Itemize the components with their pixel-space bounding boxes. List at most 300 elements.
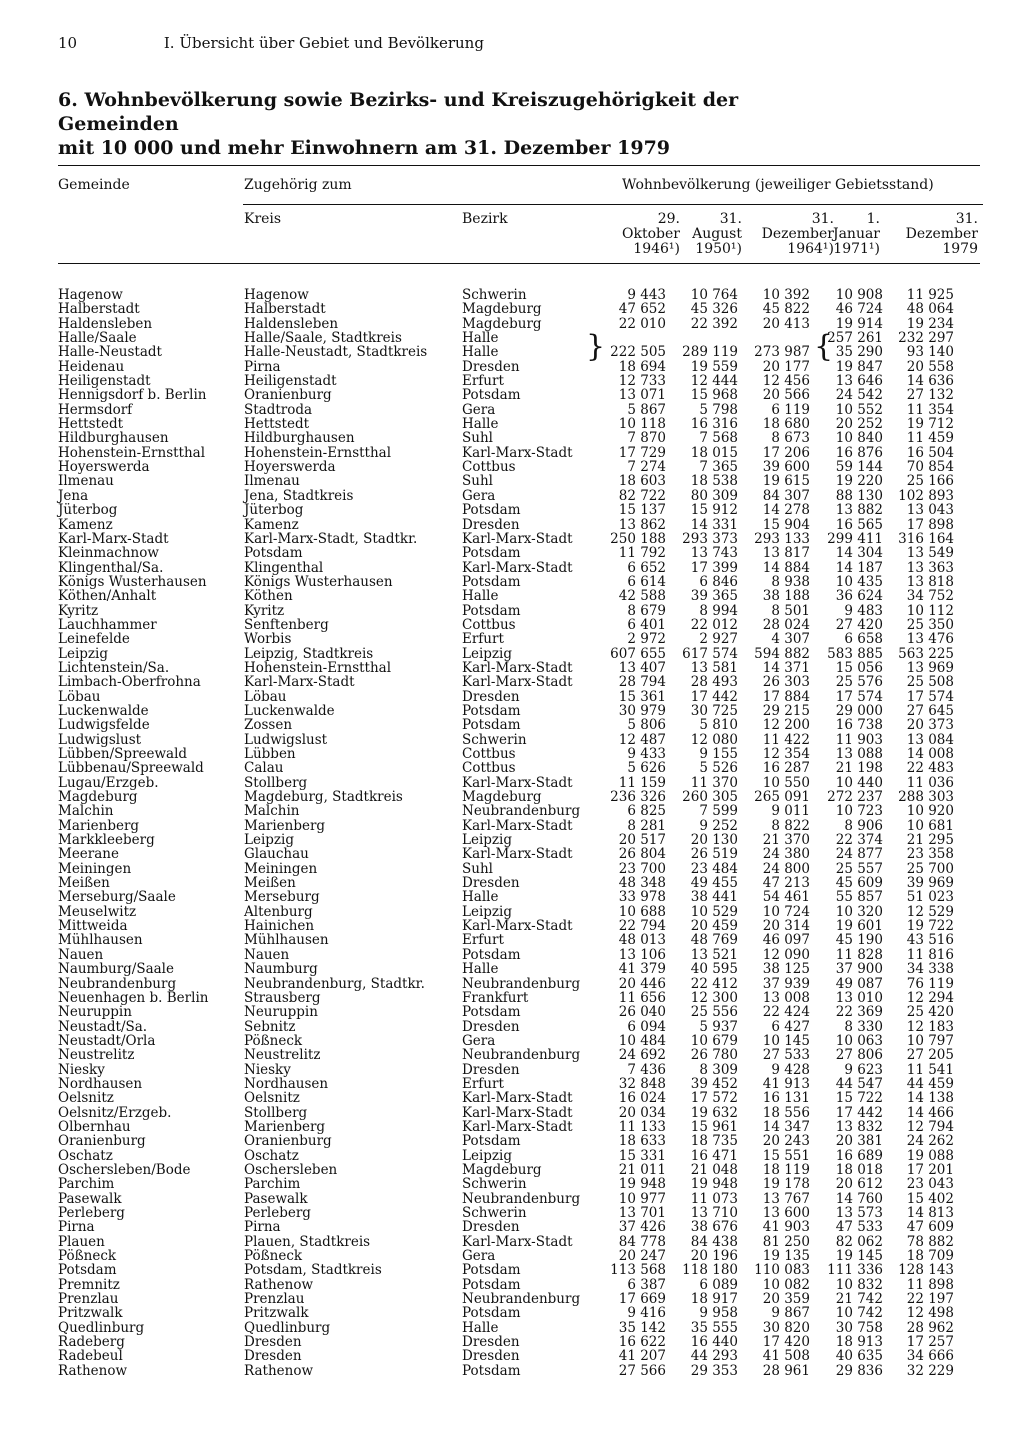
- pop-1964-cell: 15 904: [762, 516, 810, 533]
- pop-1950-cell: 12 300: [690, 989, 738, 1006]
- pop-1964-cell: 594 882: [754, 645, 810, 662]
- table-row: [0, 977, 1024, 991]
- pop-1946-cell: 48 013: [618, 932, 666, 949]
- pop-1950-cell: 9 252: [699, 817, 738, 834]
- pop-1946-cell: 26 804: [618, 846, 666, 863]
- table-row: [0, 1335, 1024, 1349]
- kreis-cell: Perleberg: [244, 1205, 311, 1221]
- bezirk-cell: Potsdam: [462, 946, 521, 963]
- pop-1946-cell: 20 517: [618, 832, 666, 849]
- kreis-cell: Senftenberg: [244, 616, 329, 633]
- pop-1964-cell: 14 371: [762, 659, 810, 676]
- pop-1946-cell: 6 614: [627, 573, 666, 590]
- pop-1971-cell: 21 742: [835, 1291, 883, 1308]
- bezirk-cell: Karl-Marx-Stadt: [462, 674, 573, 691]
- table-row: [0, 1249, 1024, 1263]
- gemeinde-cell: Jüterbog: [58, 502, 118, 519]
- bezirk-cell: Cottbus: [462, 746, 516, 762]
- pop-1946-cell: 6 387: [627, 1276, 666, 1293]
- table-row: [0, 1020, 1024, 1034]
- gemeinde-cell: Premnitz: [58, 1276, 120, 1293]
- pop-1964-cell: 19 615: [762, 473, 810, 490]
- kreis-cell: Meißen: [244, 875, 296, 892]
- header-zugehoerig: Zugehörig zum: [244, 177, 352, 193]
- gemeinde-cell: Hennigsdorf b. Berlin: [58, 387, 207, 404]
- pop-1946-cell: 82 722: [618, 487, 666, 504]
- gemeinde-cell: Heiligenstadt: [58, 373, 151, 390]
- pop-1979-cell: 48 064: [906, 301, 954, 318]
- gemeinde-cell: Neuenhagen b. Berlin: [58, 989, 209, 1006]
- kreis-cell: Leipzig, Stadtkreis: [244, 645, 374, 662]
- table-row: [0, 1177, 1024, 1191]
- pop-1964-cell: 37 939: [762, 975, 810, 992]
- pop-1971-cell: 18 913: [835, 1334, 883, 1351]
- pop-1964-cell: 17 884: [762, 688, 810, 705]
- pop-1971-cell: 9 623: [844, 1061, 883, 1078]
- pop-1946-cell: 35 142: [618, 1319, 666, 1336]
- pop-1979-cell: 316 164: [898, 530, 954, 547]
- title-line-1: 6. Wohnbevölkerung sowie Bezirks- und Kreiszugehörigkeit der Gemeinden: [58, 89, 739, 135]
- table-row: [0, 1134, 1024, 1148]
- kreis-cell: Oelsnitz: [244, 1090, 300, 1107]
- bezirk-cell: Potsdam: [462, 702, 521, 719]
- table-row: [0, 790, 1024, 804]
- gemeinde-cell: Halle-Neustadt: [58, 344, 162, 361]
- pop-1964-cell: 39 600: [762, 459, 810, 476]
- pop-1971-cell: 36 624: [835, 588, 883, 605]
- pop-1950-cell: 26 780: [690, 1047, 738, 1064]
- table-row: [0, 1306, 1024, 1320]
- kreis-cell: Pirna: [244, 1219, 281, 1236]
- pop-1971-cell: 45 190: [835, 932, 883, 949]
- pop-1979-cell: 78 882: [906, 1233, 954, 1250]
- pop-1971-cell: 37 900: [835, 961, 883, 978]
- pop-1964-cell: 14 278: [762, 502, 810, 519]
- pop-1979-cell: 12 529: [906, 903, 954, 920]
- bezirk-cell: Magdeburg: [462, 301, 542, 318]
- pop-1971-cell: 13 573: [835, 1205, 883, 1221]
- pop-1971-cell: 14 304: [835, 545, 883, 562]
- bezirk-cell: Halle: [462, 588, 499, 605]
- pop-1964-cell: 46 097: [762, 932, 810, 949]
- pop-1979-cell: 12 498: [906, 1305, 954, 1322]
- pop-1971-cell: 47 533: [835, 1219, 883, 1236]
- gemeinde-cell: Lübbenau/Spreewald: [58, 760, 204, 777]
- pop-1950-cell: 35 555: [690, 1319, 738, 1336]
- bezirk-cell: Karl-Marx-Stadt: [462, 659, 573, 676]
- kreis-cell: Zossen: [244, 717, 293, 734]
- table-row: [0, 632, 1024, 646]
- table-row: [0, 345, 1024, 359]
- pop-1979-cell: 23 358: [906, 846, 954, 863]
- pop-1950-cell: 80 309: [690, 487, 738, 504]
- table-row: [0, 1235, 1024, 1249]
- gemeinde-cell: Radebeul: [58, 1348, 123, 1365]
- pop-1971-cell: 45 609: [835, 875, 883, 892]
- bezirk-cell: Karl-Marx-Stadt: [462, 774, 573, 791]
- pop-1950-cell: 20 459: [690, 918, 738, 935]
- pop-1946-cell: 9 416: [627, 1305, 666, 1322]
- kreis-cell: Hagenow: [244, 287, 309, 303]
- gemeinde-cell: Lichtenstein/Sa.: [58, 659, 170, 676]
- pop-1971-cell: 20 381: [835, 1133, 883, 1150]
- pop-1979-cell: 14 466: [906, 1104, 954, 1121]
- kreis-cell: Meiningen: [244, 860, 318, 877]
- pop-1979-cell: 563 225: [898, 645, 954, 662]
- kreis-cell: Ilmenau: [244, 473, 300, 490]
- pop-1979-cell: 17 574: [906, 688, 954, 705]
- gemeinde-cell: Hohenstein-Ernstthal: [58, 444, 206, 461]
- gemeinde-cell: Pößneck: [58, 1248, 117, 1265]
- gemeinde-cell: Neustadt/Sa.: [58, 1018, 148, 1035]
- kreis-cell: Köthen: [244, 588, 293, 605]
- kreis-cell: Hohenstein-Ernstthal: [244, 659, 392, 676]
- bezirk-cell: Potsdam: [462, 1276, 521, 1293]
- pop-1964-cell: 12 354: [762, 746, 810, 762]
- pop-1964-cell: 15 551: [762, 1147, 810, 1164]
- pop-1946-cell: 20 446: [618, 975, 666, 992]
- kreis-cell: Neubrandenburg, Stadtkr.: [244, 975, 425, 992]
- table-row: [0, 747, 1024, 761]
- table-row: [0, 1106, 1024, 1120]
- pop-1964-cell: 20 566: [762, 387, 810, 404]
- pop-1971-cell: 19 847: [835, 358, 883, 375]
- pop-1950-cell: 21 048: [690, 1161, 738, 1178]
- pop-1979-cell: 11 816: [906, 946, 954, 963]
- table-row: [0, 1278, 1024, 1292]
- bezirk-cell: Karl-Marx-Stadt: [462, 1090, 573, 1107]
- table-row: [0, 690, 1024, 704]
- pop-1946-cell: 15 137: [618, 502, 666, 519]
- table-row: [0, 618, 1024, 632]
- table-row: [0, 804, 1024, 818]
- gemeinde-cell: Plauen: [58, 1233, 105, 1250]
- pop-1946-cell: 13 701: [618, 1205, 666, 1221]
- table-row: [0, 1120, 1024, 1134]
- pop-1964-cell: 28 961: [762, 1362, 810, 1379]
- bezirk-cell: Neubrandenburg: [462, 975, 581, 992]
- kreis-cell: Marienberg: [244, 1118, 326, 1135]
- pop-1946-cell: 19 948: [618, 1176, 666, 1193]
- table-row: [0, 862, 1024, 876]
- kreis-cell: Nordhausen: [244, 1075, 329, 1092]
- table-row: [0, 1206, 1024, 1220]
- pop-1950-cell: 12 444: [690, 373, 738, 390]
- gemeinde-cell: Lübben/Spreewald: [58, 746, 188, 762]
- table-row: [0, 417, 1024, 431]
- gemeinde-cell: Klingenthal/Sa.: [58, 559, 164, 576]
- kreis-cell: Karl-Marx-Stadt: [244, 674, 355, 691]
- kreis-cell: Altenburg: [244, 903, 313, 920]
- pop-1971-cell: 16 738: [835, 717, 883, 734]
- pop-1971-cell: 10 440: [835, 774, 883, 791]
- kreis-cell: Neuruppin: [244, 1004, 318, 1021]
- table-row: [0, 919, 1024, 933]
- bezirk-cell: Leipzig: [462, 832, 512, 849]
- pop-1964-cell: 8 673: [771, 430, 810, 447]
- kreis-cell: Hettstedt: [244, 416, 310, 433]
- table-row: [0, 1220, 1024, 1234]
- pop-1946-cell: 20 247: [618, 1248, 666, 1265]
- kreis-cell: Oranienburg: [244, 1133, 332, 1150]
- pop-1964-cell: 265 091: [754, 789, 810, 806]
- pop-1979-cell: 25 166: [906, 473, 954, 490]
- pop-1971-cell: 10 742: [835, 1305, 883, 1322]
- pop-1946-cell: 37 426: [618, 1219, 666, 1236]
- pop-1946-cell: 18 633: [618, 1133, 666, 1150]
- table-row: [0, 833, 1024, 847]
- pop-1964-cell: 84 307: [762, 487, 810, 504]
- pop-1971-cell: 16 876: [835, 444, 883, 461]
- pop-1971-cell: 13 088: [835, 746, 883, 762]
- table-row: [0, 776, 1024, 790]
- kreis-cell: Potsdam, Stadtkreis: [244, 1262, 382, 1279]
- pop-1964-cell: 273 987: [754, 344, 810, 361]
- pop-1964-cell: 9 428: [771, 1061, 810, 1078]
- bezirk-cell: Halle: [462, 889, 499, 906]
- top-rule: [58, 165, 980, 166]
- pop-1964-cell: 12 200: [762, 717, 810, 734]
- pop-1971-cell: 10 435: [835, 573, 883, 590]
- pop-1979-cell: 39 969: [906, 875, 954, 892]
- page-number: 10: [58, 34, 78, 52]
- header-year-1964: 31. Dezember 1964¹): [761, 211, 834, 257]
- gemeinde-cell: Parchim: [58, 1176, 115, 1193]
- kreis-cell: Oschersleben: [244, 1161, 338, 1178]
- pop-1950-cell: 17 572: [690, 1090, 738, 1107]
- pop-1979-cell: 22 483: [906, 760, 954, 777]
- kreis-cell: Jüterbog: [244, 502, 304, 519]
- bezirk-cell: Potsdam: [462, 1133, 521, 1150]
- gemeinde-cell: Königs Wusterhausen: [58, 573, 207, 590]
- kreis-cell: Parchim: [244, 1176, 301, 1193]
- pop-1950-cell: 30 725: [690, 702, 738, 719]
- gemeinde-cell: Haldensleben: [58, 315, 153, 332]
- kreis-cell: Glauchau: [244, 846, 309, 863]
- pop-1946-cell: 16 622: [618, 1334, 666, 1351]
- kreis-cell: Marienberg: [244, 817, 326, 834]
- pop-1950-cell: 11 073: [690, 1190, 738, 1207]
- pop-1979-cell: 17 201: [906, 1161, 954, 1178]
- pop-1950-cell: 38 676: [690, 1219, 738, 1236]
- pop-1950-cell: 7 599: [699, 803, 738, 820]
- pop-1964-cell: 18 680: [762, 416, 810, 433]
- pop-1946-cell: 16 024: [618, 1090, 666, 1107]
- table-row: [0, 1292, 1024, 1306]
- table-row: [0, 1091, 1024, 1105]
- pop-1979-cell: 14 138: [906, 1090, 954, 1107]
- pop-1946-cell: 5 867: [627, 401, 666, 418]
- bezirk-cell: Potsdam: [462, 545, 521, 562]
- pop-1946-cell: 23 700: [618, 860, 666, 877]
- bezirk-cell: Erfurt: [462, 1075, 504, 1092]
- pop-1964-cell: 26 303: [762, 674, 810, 691]
- gemeinde-cell: Meuselwitz: [58, 903, 137, 920]
- kreis-cell: Worbis: [244, 631, 292, 648]
- kreis-cell: Magdeburg, Stadtkreis: [244, 789, 403, 806]
- pop-1979-cell: 25 508: [906, 674, 954, 691]
- pop-1950-cell: 38 441: [690, 889, 738, 906]
- pop-1971-cell: 88 130: [835, 487, 883, 504]
- bezirk-cell: Halle: [462, 416, 499, 433]
- bezirk-cell: Dresden: [462, 1219, 520, 1236]
- bezirk-cell: Suhl: [462, 860, 493, 877]
- gemeinde-cell: Perleberg: [58, 1205, 125, 1221]
- gemeinde-cell: Ludwigslust: [58, 731, 142, 748]
- pop-1950-cell: 20 196: [690, 1248, 738, 1265]
- pop-1979-cell: 23 043: [906, 1176, 954, 1193]
- pop-1946-cell: 10 118: [618, 416, 666, 433]
- pop-1950-cell: 18 015: [690, 444, 738, 461]
- table-row: [0, 647, 1024, 661]
- pop-1964-cell: 4 307: [771, 631, 810, 648]
- pop-1950-cell: 8 309: [699, 1061, 738, 1078]
- pop-1946-cell: 12 487: [618, 731, 666, 748]
- pop-1971-cell: 44 547: [835, 1075, 883, 1092]
- kreis-cell: Jena, Stadtkreis: [244, 487, 354, 504]
- pop-1979-cell: 11 925: [906, 287, 954, 303]
- pop-1979-cell: 11 354: [906, 401, 954, 418]
- pop-1971-cell: 15 056: [835, 659, 883, 676]
- pop-1979-cell: 13 043: [906, 502, 954, 519]
- table-row: [0, 761, 1024, 775]
- gemeinde-cell: Mittweida: [58, 918, 128, 935]
- gemeinde-cell: Ilmenau: [58, 473, 114, 490]
- pop-1946-cell: 222 505: [610, 344, 666, 361]
- kreis-cell: Hoyerswerda: [244, 459, 336, 476]
- pop-1964-cell: 41 913: [762, 1075, 810, 1092]
- gemeinde-cell: Oranienburg: [58, 1133, 146, 1150]
- gemeinde-cell: Neustrelitz: [58, 1047, 135, 1064]
- pop-1964-cell: 13 008: [762, 989, 810, 1006]
- pop-1979-cell: 32 229: [906, 1362, 954, 1379]
- pop-1979-cell: 25 350: [906, 616, 954, 633]
- pop-1964-cell: 16 287: [762, 760, 810, 777]
- pop-1946-cell: 42 588: [618, 588, 666, 605]
- kreis-cell: Hildburghausen: [244, 430, 355, 447]
- table-row: [0, 733, 1024, 747]
- pop-1979-cell: 20 373: [906, 717, 954, 734]
- gemeinde-cell: Luckenwalde: [58, 702, 149, 719]
- gemeinde-cell: Limbach-Oberfrohna: [58, 674, 201, 691]
- pop-1946-cell: 5 806: [627, 717, 666, 734]
- pop-1971-cell: 25 576: [835, 674, 883, 691]
- pop-1950-cell: 13 710: [690, 1205, 738, 1221]
- table-row: [0, 1321, 1024, 1335]
- bezirk-cell: Suhl: [462, 473, 493, 490]
- pop-1964-cell: 24 800: [762, 860, 810, 877]
- gemeinde-cell: Hoyerswerda: [58, 459, 150, 476]
- gemeinde-cell: Löbau: [58, 688, 101, 705]
- pop-1979-cell: 14 008: [906, 746, 954, 762]
- pop-1971-cell: 13 882: [835, 502, 883, 519]
- pop-1964-cell: 6 427: [771, 1018, 810, 1035]
- pop-1964-cell: 47 213: [762, 875, 810, 892]
- bezirk-cell: Karl-Marx-Stadt: [462, 1118, 573, 1135]
- pop-1950-cell: 20 130: [690, 832, 738, 849]
- pop-1971-cell: 27 420: [835, 616, 883, 633]
- header-sub-rule: [243, 204, 983, 205]
- pop-1946-cell: 15 331: [618, 1147, 666, 1164]
- kreis-cell: Stollberg: [244, 1104, 308, 1121]
- bezirk-cell: Karl-Marx-Stadt: [462, 444, 573, 461]
- pop-1971-cell: 6 658: [844, 631, 883, 648]
- pop-1964-cell: 45 822: [762, 301, 810, 318]
- gemeinde-cell: Leipzig: [58, 645, 108, 662]
- pop-1964-cell: 14 884: [762, 559, 810, 576]
- pop-1946-cell: 8 679: [627, 602, 666, 619]
- kreis-cell: Oschatz: [244, 1147, 299, 1164]
- bezirk-cell: Schwerin: [462, 1205, 527, 1221]
- pop-1971-cell: 19 145: [835, 1248, 883, 1265]
- header-year-1971: 1. Januar 1971¹): [832, 211, 880, 257]
- pop-1950-cell: 17 442: [690, 688, 738, 705]
- pop-1950-cell: 16 316: [690, 416, 738, 433]
- pop-1979-cell: 14 636: [906, 373, 954, 390]
- pop-1979-cell: 24 262: [906, 1133, 954, 1150]
- header-gemeinde: Gemeinde: [58, 177, 130, 193]
- gemeinde-cell: Halberstadt: [58, 301, 140, 318]
- pop-1979-cell: 15 402: [906, 1190, 954, 1207]
- kreis-cell: Dresden: [244, 1334, 302, 1351]
- table-row: [0, 546, 1024, 560]
- pop-1971-cell: 272 237: [827, 789, 883, 806]
- bezirk-cell: Cottbus: [462, 459, 516, 476]
- pop-1964-cell: 10 145: [762, 1032, 810, 1049]
- pop-1964-cell: 20 359: [762, 1291, 810, 1308]
- pop-1979-cell: 11 459: [906, 430, 954, 447]
- pop-1964-cell: 13 817: [762, 545, 810, 562]
- kreis-cell: Leipzig: [244, 832, 294, 849]
- pop-1946-cell: 41 207: [618, 1348, 666, 1365]
- pop-1946-cell: 20 034: [618, 1104, 666, 1121]
- kreis-cell: Plauen, Stadtkreis: [244, 1233, 371, 1250]
- kreis-cell: Karl-Marx-Stadt, Stadtkr.: [244, 530, 418, 547]
- table-row: [0, 374, 1024, 388]
- pop-1950-cell: 18 735: [690, 1133, 738, 1150]
- pop-1971-cell: 17 574: [835, 688, 883, 705]
- kreis-cell: Ludwigslust: [244, 731, 328, 748]
- pop-1964-cell: 41 508: [762, 1348, 810, 1365]
- pop-1946-cell: 47 652: [618, 301, 666, 318]
- pop-1971-cell: 19 914: [835, 315, 883, 332]
- gemeinde-cell: Meerane: [58, 846, 119, 863]
- pop-1946-cell: 32 848: [618, 1075, 666, 1092]
- pop-1946-cell: 8 281: [627, 817, 666, 834]
- table-row: [0, 503, 1024, 517]
- pop-1946-cell: 18 603: [618, 473, 666, 490]
- pop-1946-cell: 11 133: [618, 1118, 666, 1135]
- bezirk-cell: Erfurt: [462, 373, 504, 390]
- bezirk-cell: Leipzig: [462, 645, 512, 662]
- bezirk-cell: Schwerin: [462, 287, 527, 303]
- pop-1971-cell: 55 857: [835, 889, 883, 906]
- table-row: [0, 1149, 1024, 1163]
- pop-1979-cell: 25 700: [906, 860, 954, 877]
- section-title: I. Übersicht über Gebiet und Bevölkerung: [163, 34, 484, 52]
- pop-1964-cell: 38 188: [762, 588, 810, 605]
- bezirk-cell: Karl-Marx-Stadt: [462, 817, 573, 834]
- pop-1946-cell: 250 188: [610, 530, 666, 547]
- pop-1950-cell: 26 519: [690, 846, 738, 863]
- pop-1946-cell: 6 401: [627, 616, 666, 633]
- table-row: [0, 561, 1024, 575]
- kreis-cell: Strausberg: [244, 989, 321, 1006]
- pop-1946-cell: 28 794: [618, 674, 666, 691]
- pop-1971-cell: 49 087: [835, 975, 883, 992]
- pop-1964-cell: 20 243: [762, 1133, 810, 1150]
- bezirk-cell: Potsdam: [462, 387, 521, 404]
